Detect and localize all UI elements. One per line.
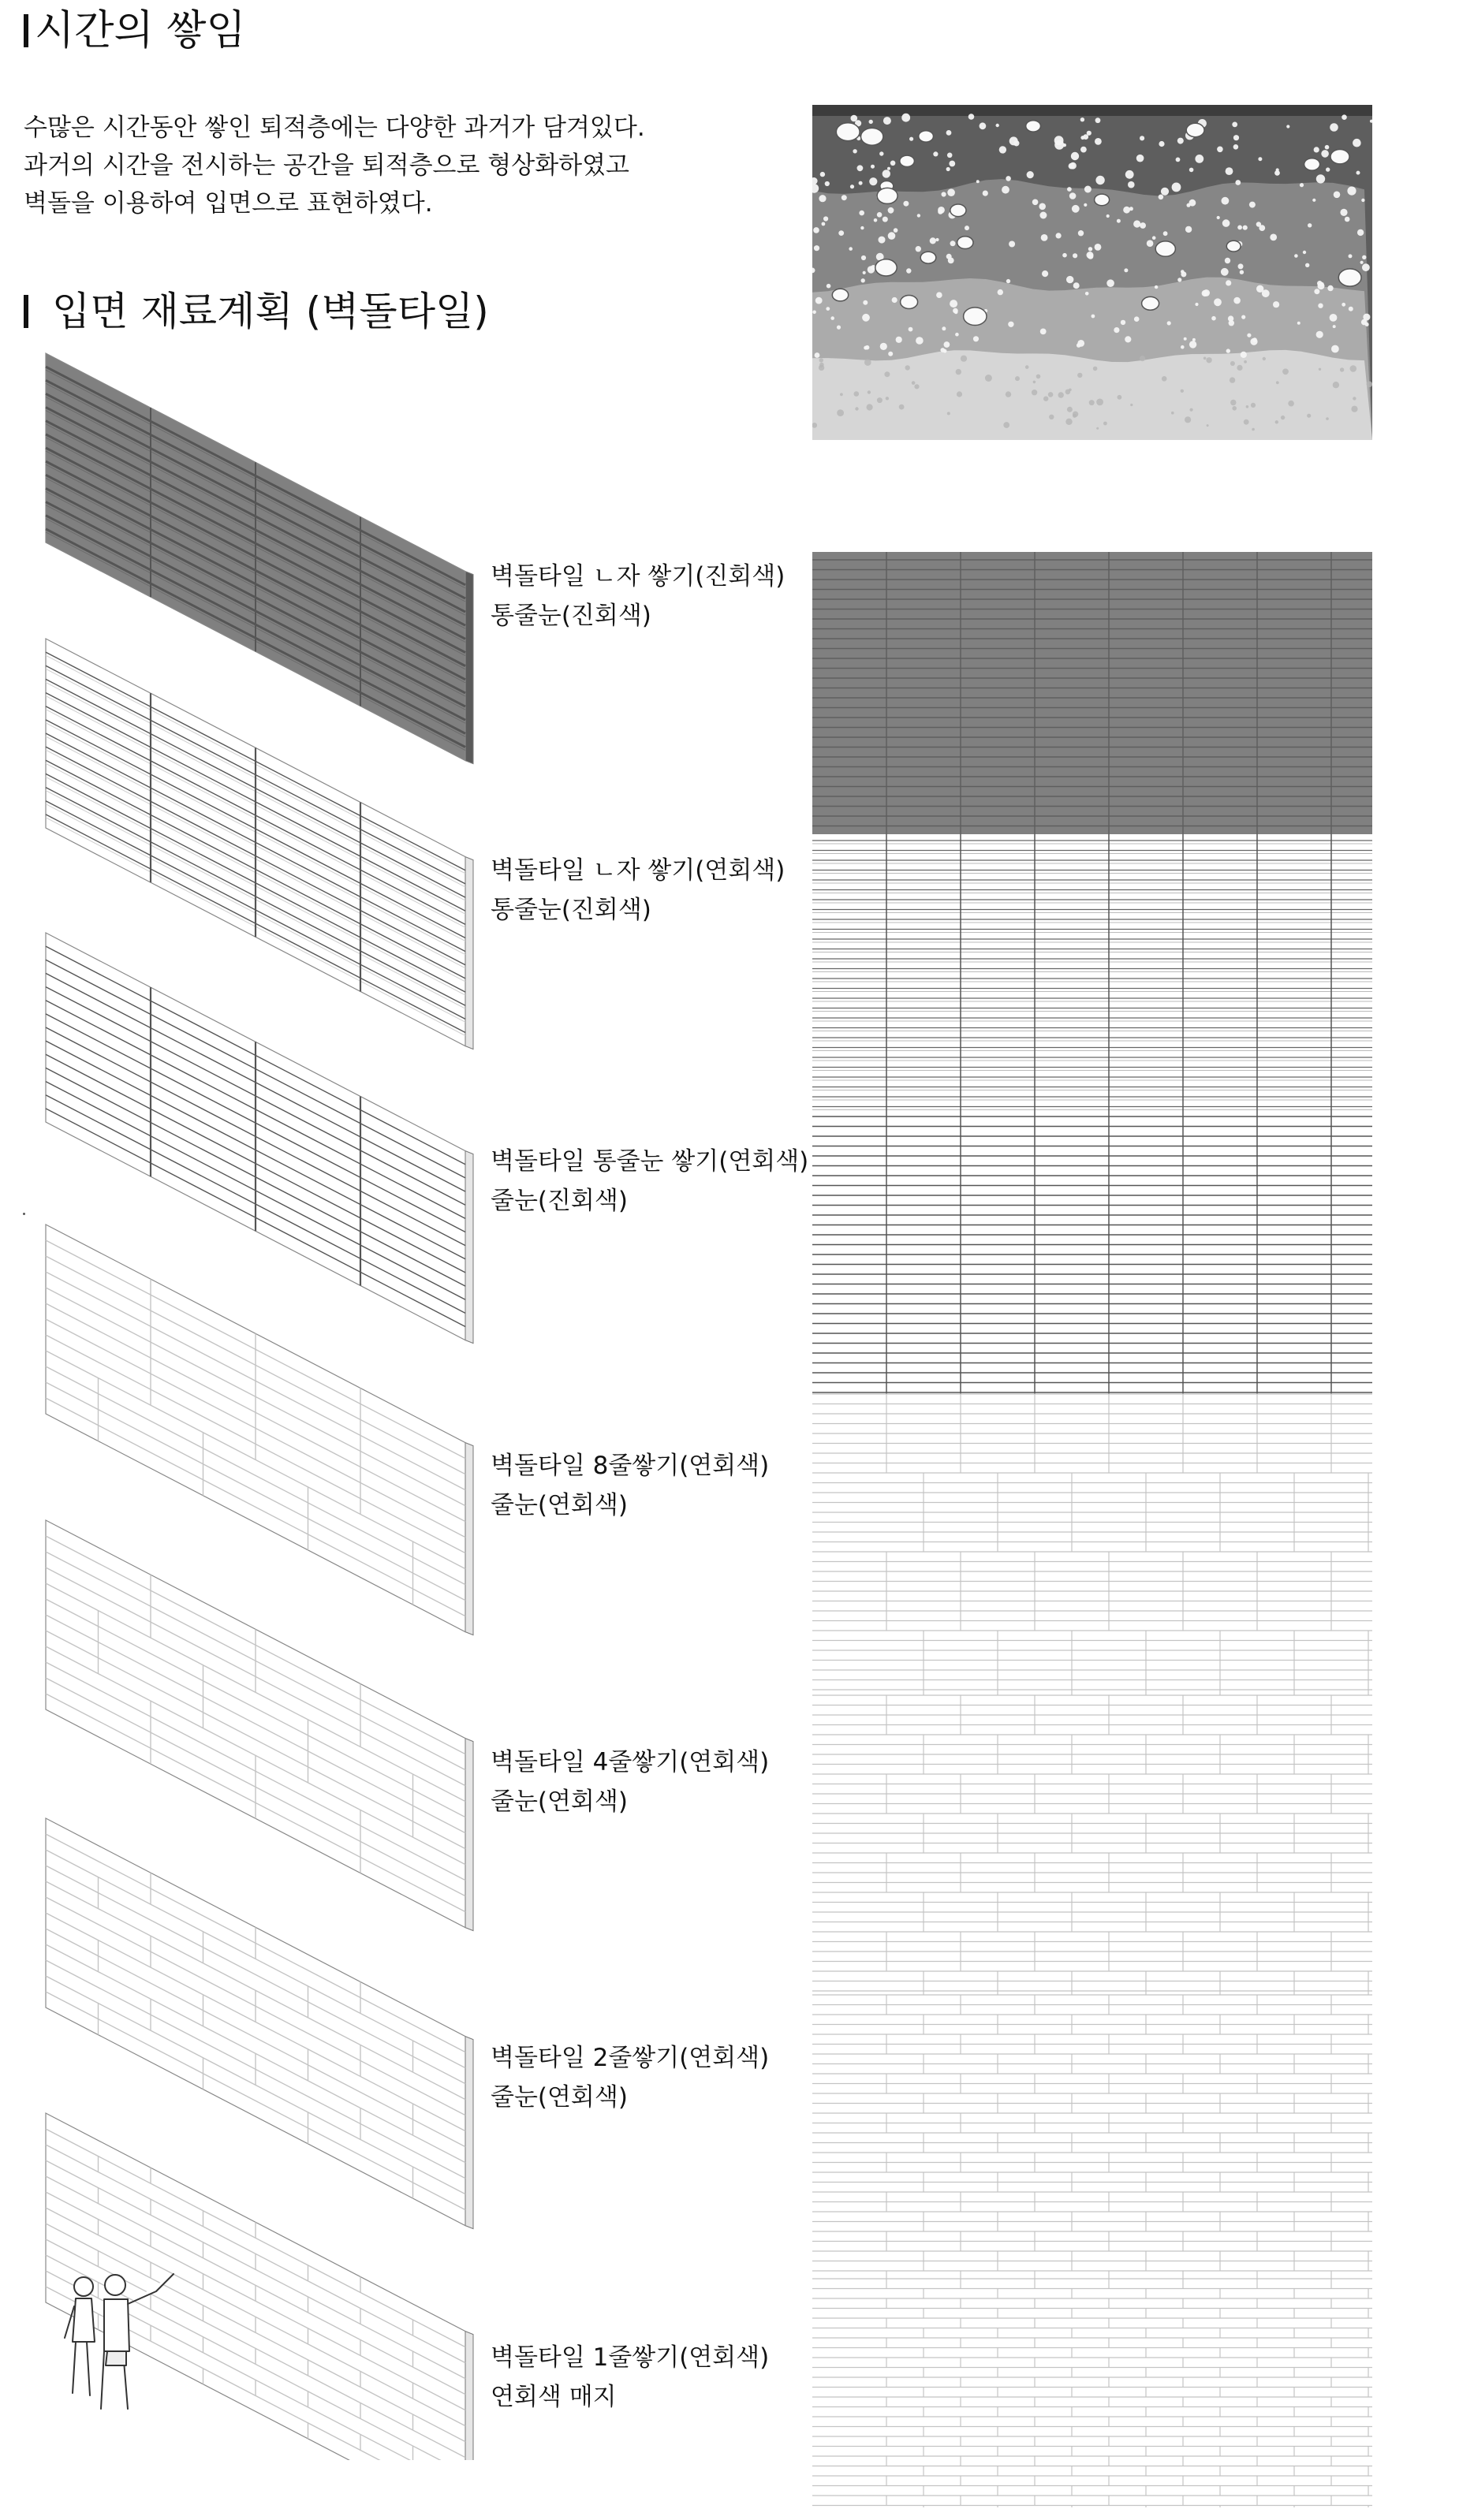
intro-line-2: 과거의 시간을 전시하는 공간을 퇴적층으로 형상화하였고 xyxy=(24,151,629,180)
title-marker xyxy=(24,14,28,47)
stray-dot xyxy=(23,1213,25,1215)
stratum-crust xyxy=(812,105,1372,116)
material-5-line-2: 줄눈(연회색) xyxy=(491,1787,628,1816)
intro-text xyxy=(24,109,645,222)
elevation-dark-band xyxy=(812,552,1372,834)
material-caption-7 xyxy=(491,2338,769,2417)
material-title: 입면 재료계획 (벽돌타일) xyxy=(52,289,489,334)
intro-line-1: 수많은 시간동안 쌓인 퇴적층에는 다양한 과거가 담겨있다. xyxy=(24,114,645,142)
elevation-8-course-band xyxy=(812,1394,1372,1695)
intro-line-3: 벽돌을 이용하여 입면으로 표현하였다. xyxy=(24,189,433,218)
material-3-line-1: 벽돌타일 통줄눈 쌓기(연회색) xyxy=(491,1147,809,1176)
title-marker-2 xyxy=(24,295,28,328)
elevation-1-course-band xyxy=(812,2279,1372,2507)
elevation-tile-pattern xyxy=(812,552,1372,2507)
material-1-line-1: 벽돌타일 ㄴ자 쌓기(진회색) xyxy=(491,562,786,591)
material-7-line-1: 벽돌타일 1줄쌓기(연회색) xyxy=(491,2343,770,2372)
material-caption-3 xyxy=(491,1142,808,1221)
elevation-4-course-band xyxy=(812,1695,1372,1995)
elevation-L-band xyxy=(812,834,1372,1110)
material-2-line-2: 통줄눈(진회색) xyxy=(491,896,651,924)
material-1-line-2: 통줄눈(진회색) xyxy=(491,602,651,630)
material-3-line-2: 줄눈(진회색) xyxy=(491,1187,628,1215)
material-6-line-1: 벽돌타일 2줄쌓기(연회색) xyxy=(491,2044,770,2072)
elevation-stack-band xyxy=(812,1110,1372,1394)
strata-illustration xyxy=(812,105,1372,440)
material-4-line-2: 줄눈(연회색) xyxy=(491,1491,628,1519)
material-caption-5 xyxy=(491,1743,769,1821)
material-caption-4 xyxy=(491,1446,769,1525)
stratum-4 xyxy=(812,350,1372,440)
section-title: 시간의 쌓임 xyxy=(35,7,246,54)
elevation-2-course-band xyxy=(812,1995,1372,2279)
material-6-line-2: 줄눈(연회색) xyxy=(491,2083,628,2112)
isometric-panels xyxy=(0,347,489,2460)
people-figure xyxy=(55,2263,189,2413)
material-caption-1 xyxy=(491,557,785,636)
material-caption-2 xyxy=(491,851,785,930)
material-caption-6 xyxy=(491,2038,769,2117)
material-4-line-1: 벽돌타일 8줄쌓기(연회색) xyxy=(491,1452,770,1480)
material-5-line-1: 벽돌타일 4줄쌓기(연회색) xyxy=(491,1748,770,1776)
material-2-line-1: 벽돌타일 ㄴ자 쌓기(연회색) xyxy=(491,856,786,885)
material-7-line-2: 연회색 매지 xyxy=(491,2383,617,2411)
